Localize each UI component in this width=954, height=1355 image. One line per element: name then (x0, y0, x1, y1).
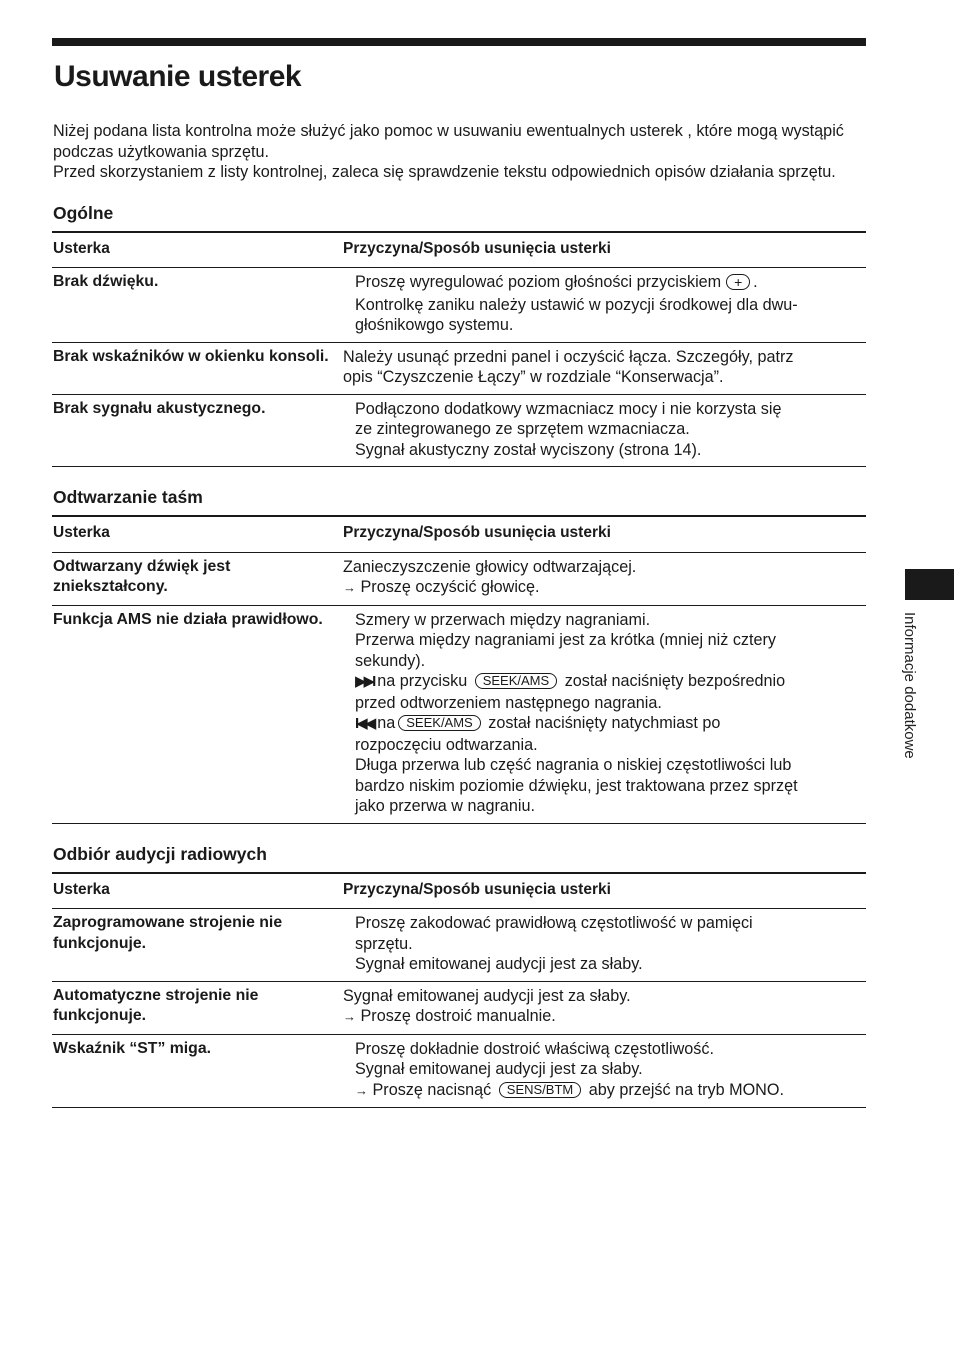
skip-previous-icon: I◀◀ (355, 715, 374, 732)
column-header-cause: Przyczyna/Sposób usunięcia usterki (342, 232, 866, 268)
table-row (52, 394, 866, 467)
cause-text: został naciśnięty bezpośrednio (564, 672, 786, 690)
cause-text: ze zintegrowanego ze sprzętem wzmacniacza. (355, 420, 690, 438)
cause-text: na przycisku (377, 672, 468, 690)
cause-text: jako przerwa w nagraniu. (355, 797, 535, 815)
arrow-right-icon: → (343, 1009, 356, 1024)
troubleshooting-table (52, 872, 866, 1109)
column-header-issue: Usterka (52, 232, 342, 268)
cause-text: Długa przerwa lub część nagrania o niskiej częstotliwości lub (355, 756, 792, 774)
section-radio-reception (52, 844, 866, 1109)
troubleshooting-table (52, 515, 866, 824)
cause-text: rozpoczęciu odtwarzania. (355, 735, 538, 754)
cause-text: Proszę dostroić manualnie. (360, 1007, 556, 1025)
skip-next-icon: ▶▶I (355, 673, 374, 690)
issue-cell: Odtwarzany dźwięk jest zniekształcony. (52, 552, 342, 605)
seek-ams-button-icon: SEEK/AMS (398, 715, 480, 731)
page-title: Usuwanie usterek (54, 60, 302, 93)
table-row (52, 268, 866, 343)
issue-cell: Brak wskaźników w okienku konsoli. (52, 342, 342, 394)
section-heading: Odbiór audycji radiowych (53, 843, 267, 864)
issue-cell: Wskaźnik “ST” miga. (52, 1034, 342, 1108)
table-row (52, 1034, 866, 1108)
column-header-issue: Usterka (52, 873, 342, 909)
cause-text: głośnikowgo systemu. (355, 316, 514, 334)
cause-text: Proszę zakodować prawidłową częstotliwość w pamięci (355, 914, 753, 932)
volume-plus-button-icon: + (726, 274, 750, 290)
document-page (52, 38, 866, 1108)
cause-text: Proszę nacisnąć (372, 1080, 492, 1099)
intro-paragraph: Przed skorzystaniem z listy kontrolnej, zaleca się sprawdzenie tekstu odpowiednich opisów działania sprzętu. (53, 163, 836, 181)
cause-text: aby przejść na tryb MONO. (588, 1080, 784, 1099)
cause-text: Przerwa między nagraniami jest za krótka (mniej niż cztery (355, 631, 777, 649)
seek-ams-button-icon: SEEK/AMS (475, 673, 557, 689)
table-header-row (52, 873, 866, 909)
issue-cell: Automatyczne strojenie nie funkcjonuje. (52, 981, 342, 1034)
cause-text: . (753, 273, 758, 291)
issue-cell: Funkcja AMS nie działa prawidłowo. (52, 605, 342, 823)
table-header-row (52, 232, 866, 268)
table-row (52, 981, 866, 1034)
table-row (52, 605, 866, 823)
troubleshooting-table (52, 231, 866, 468)
section-general (52, 203, 866, 468)
cause-cell (342, 342, 866, 394)
cause-text: Podłączono dodatkowy wzmacniacz mocy i nie korzysta się (355, 399, 782, 418)
cause-text: Należy usunąć przedni panel i oczyścić łącza. Szczegóły, patrz (343, 347, 794, 366)
cause-text: Szmery w przerwach między nagraniami. (355, 610, 651, 629)
cause-cell (342, 1034, 866, 1108)
cause-text: Zanieczyszczenie głowicy odtwarzającej. (343, 557, 637, 576)
table-row (52, 909, 866, 982)
intro-paragraph: Niżej podana lista kontrolna może służyć jako pomoc w usuwaniu ewentualnych usterek , które mogą wystąpić podczas użytkowania sprzętu. (53, 122, 844, 161)
section-heading: Ogólne (53, 202, 114, 223)
cause-cell (342, 268, 866, 343)
issue-cell: Zaprogramowane strojenie nie funkcjonuje. (52, 909, 342, 982)
side-thumb-tab (905, 569, 954, 600)
column-header-issue: Usterka (52, 516, 342, 552)
cause-text: Proszę oczyścić głowicę. (360, 578, 540, 596)
cause-text: Sygnał emitowanej audycji jest za słaby. (343, 986, 631, 1005)
issue-cell: Brak sygnału akustycznego. (52, 394, 342, 467)
cause-text: Sygnał emitowanej audycji jest za słaby. (355, 955, 643, 973)
sens-btm-button-icon: SENS/BTM (499, 1082, 581, 1098)
cause-text: Kontrolkę zaniku należy ustawić w pozycji środkowej dla dwu- (355, 295, 798, 314)
side-section-label (898, 612, 922, 798)
cause-text: Sygnał akustyczny został wyciszony (strona 14). (355, 440, 702, 459)
cause-text: Proszę dokładnie dostroić właściwą częstotliwość. (355, 1039, 714, 1058)
top-rule (52, 38, 866, 46)
table-header-row (52, 516, 866, 552)
table-row (52, 342, 866, 394)
section-tape-playback (52, 487, 866, 824)
column-header-cause: Przyczyna/Sposób usunięcia usterki (342, 873, 866, 909)
cause-text: Proszę wyregulować poziom głośności przyciskiem (355, 273, 722, 291)
cause-cell (342, 605, 866, 823)
cause-cell (342, 981, 866, 1034)
intro-text (53, 121, 866, 183)
table-row (52, 552, 866, 605)
cause-text: opis “Czyszczenie Łączy” w rozdziale “Konserwacja”. (343, 368, 724, 386)
cause-text: sekundy). (355, 651, 426, 670)
arrow-right-icon: → (343, 580, 356, 595)
cause-cell (342, 552, 866, 605)
cause-text: na (377, 714, 396, 732)
cause-cell (342, 394, 866, 467)
cause-text: przed odtworzeniem następnego nagrania. (355, 693, 662, 712)
cause-text: sprzętu. (355, 934, 413, 953)
cause-text: został naciśnięty natychmiast po (488, 714, 721, 732)
issue-cell: Brak dźwięku. (52, 268, 342, 343)
arrow-right-icon: → (355, 1082, 368, 1098)
side-label-text: Informacje dodatkowe (901, 612, 918, 759)
section-heading: Odtwarzanie taśm (53, 487, 203, 507)
cause-text: bardzo niskim poziomie dźwięku, jest traktowana przez sprzęt (355, 776, 798, 795)
cause-text: Sygnał emitowanej audycji jest za słaby. (355, 1060, 643, 1078)
column-header-cause: Przyczyna/Sposób usunięcia usterki (342, 516, 866, 552)
cause-cell (342, 909, 866, 982)
